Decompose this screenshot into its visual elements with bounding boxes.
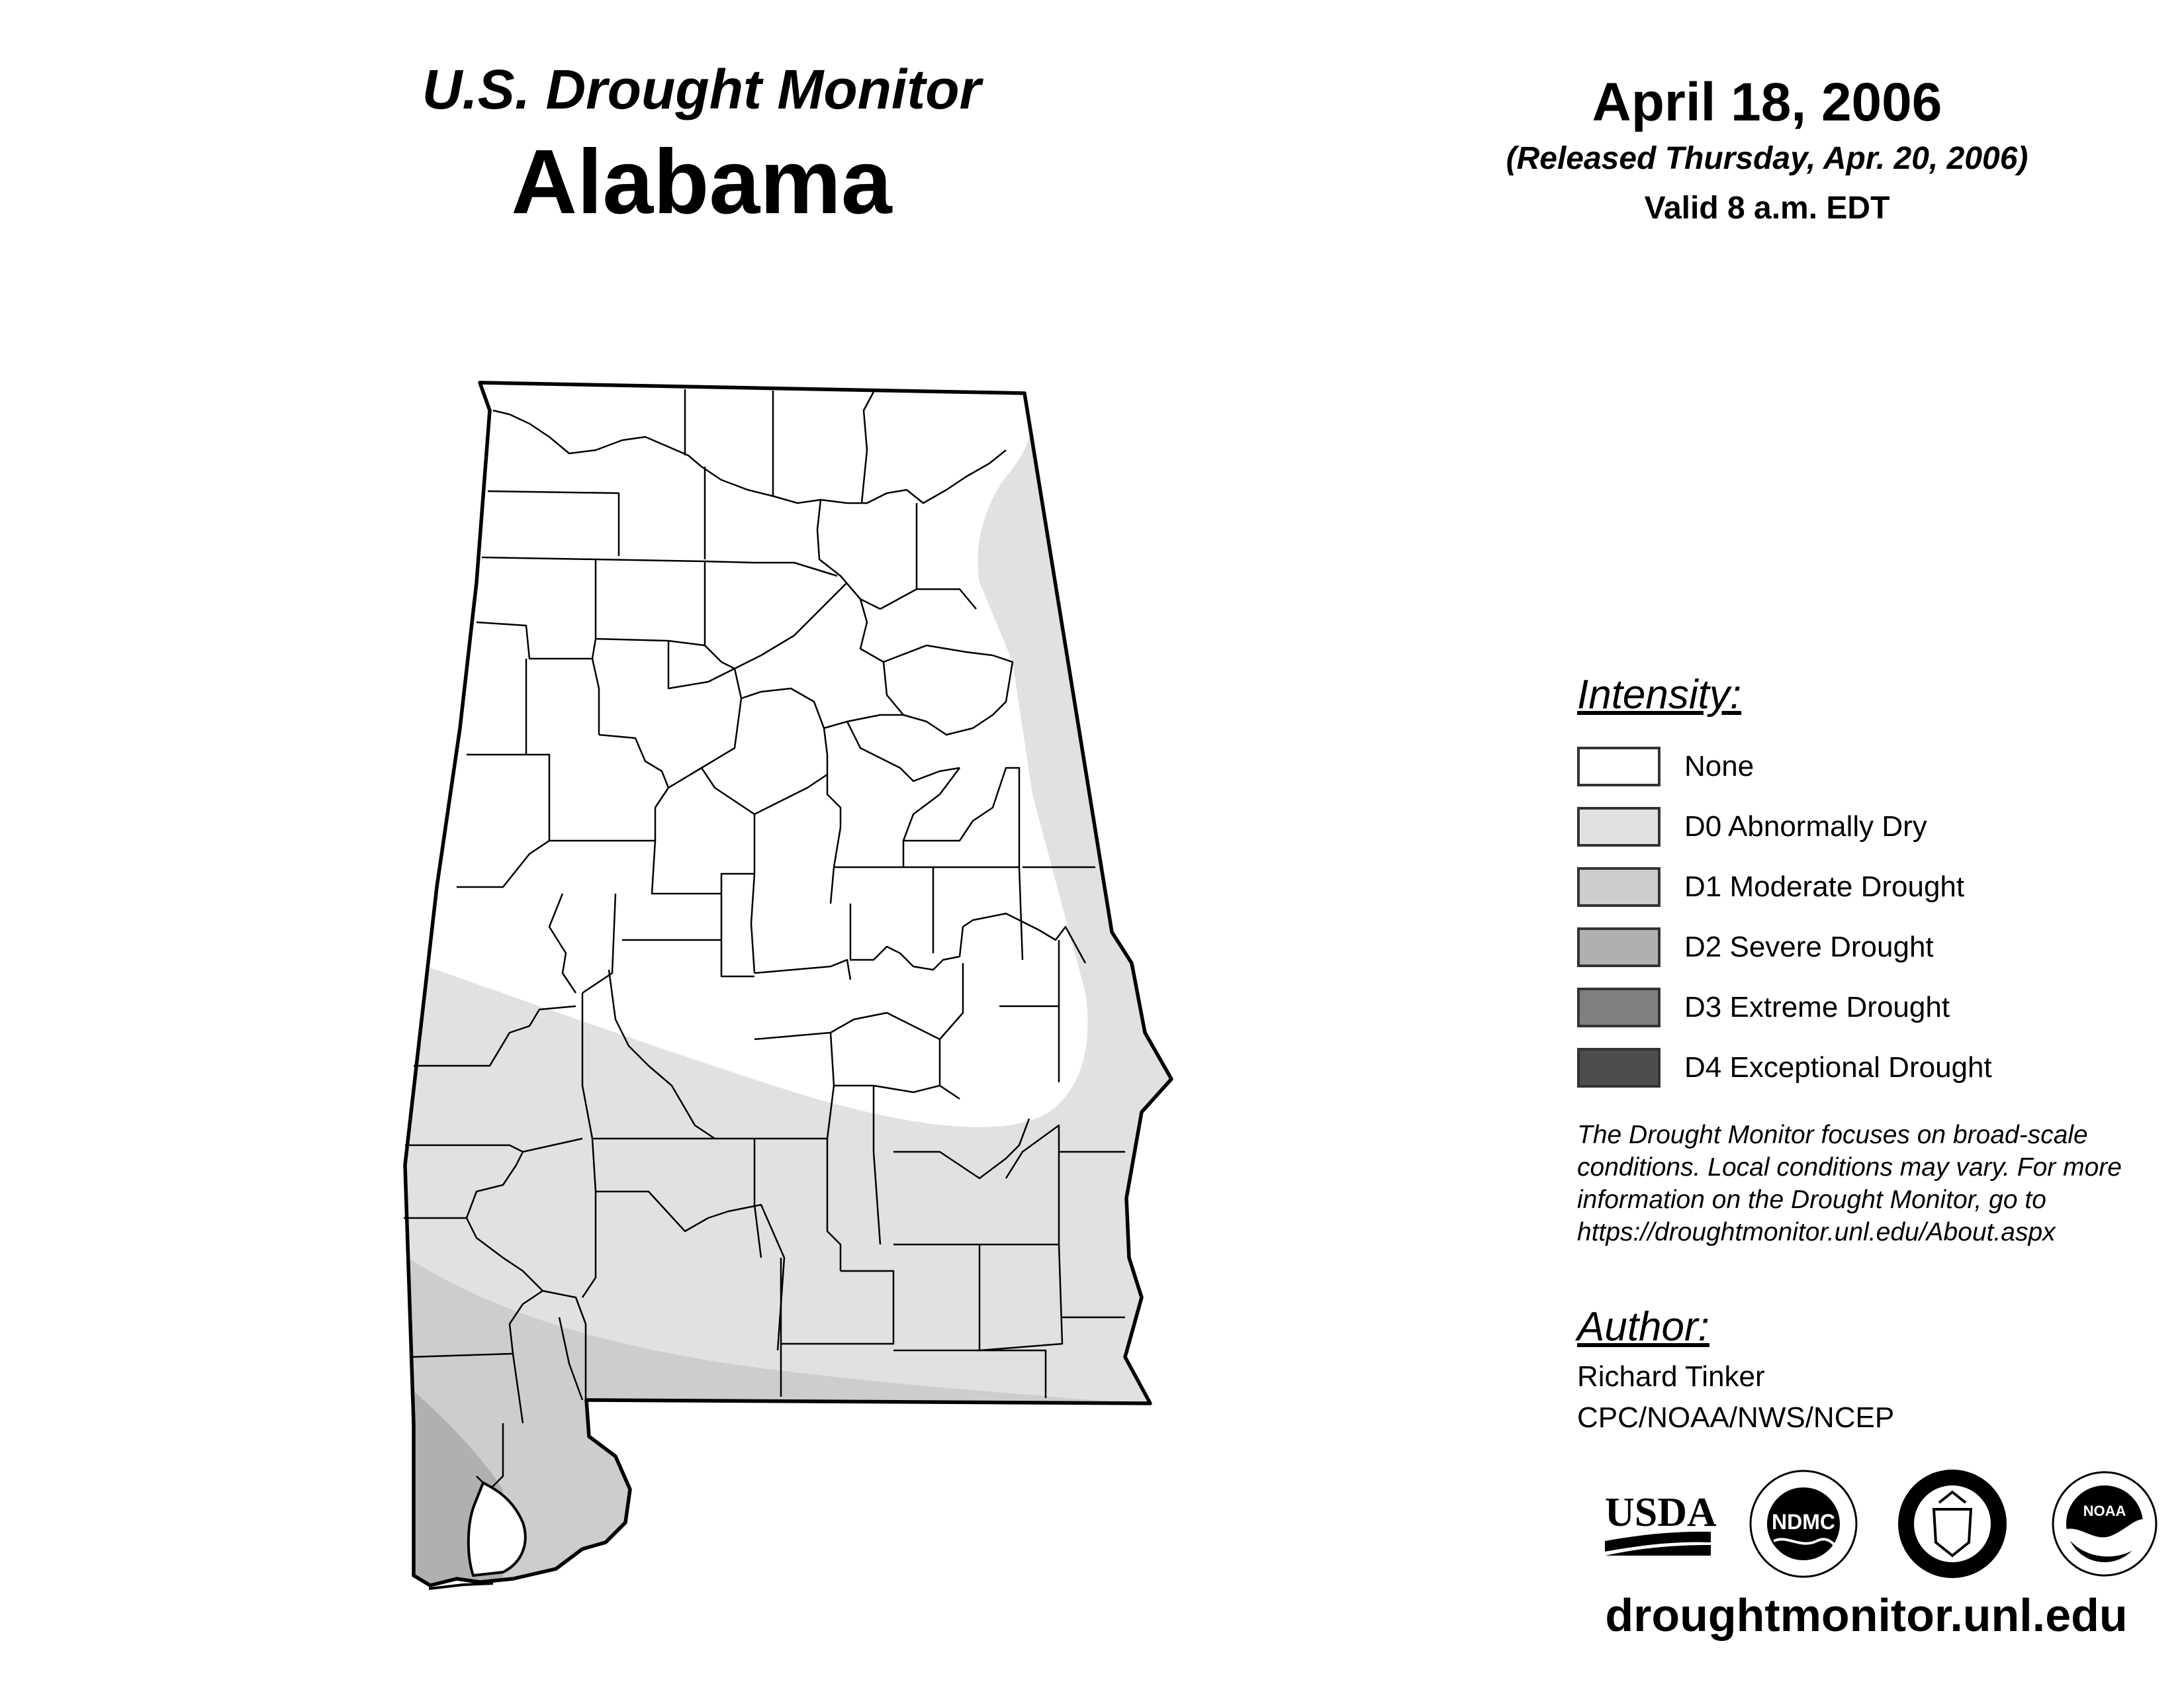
commerce-seal-icon <box>1898 1470 2007 1578</box>
legend-item-d3 <box>1577 977 2160 1037</box>
legend-label: D3 Extreme Drought <box>1684 990 1950 1023</box>
state-title: Alabama <box>511 131 892 233</box>
legend-item-d2 <box>1577 917 2160 977</box>
legend-label: D0 Abnormally Dry <box>1684 810 1927 843</box>
ndmc-logo-text: NDMC <box>1772 1510 1835 1534</box>
title-block <box>371 53 1032 238</box>
legend-item-d1 <box>1577 857 2160 917</box>
legend-label: D2 Severe Drought <box>1684 930 1934 963</box>
legend-item-d0 <box>1577 796 2160 857</box>
legend-label: None <box>1684 749 1754 782</box>
disclaimer-text: The Drought Monitor focuses on broad-scale conditions. Local conditions may vary. For more information on the Drought Monitor, go to https://droughtmonitor.unl.edu/About.aspx <box>1577 1121 2122 1246</box>
legend-label: D4 Exceptional Drought <box>1684 1051 1992 1084</box>
legend-item-none <box>1577 736 2160 796</box>
noaa-logo-text: NOAA <box>2083 1503 2126 1519</box>
author-block <box>1577 1301 2107 1438</box>
noaa-logo <box>2053 1472 2156 1575</box>
usda-logo-text: USDA <box>1605 1490 1717 1535</box>
legend-swatch <box>1577 867 1661 907</box>
legend-swatch <box>1577 747 1661 786</box>
author-title: Author: <box>1577 1304 1709 1350</box>
alabama-drought-map <box>384 357 1205 1615</box>
ndmc-logo <box>1751 1471 1856 1577</box>
website-url[interactable]: droughtmonitor.unl.edu <box>1605 1589 2128 1641</box>
valid-time: Valid 8 a.m. EDT <box>1644 191 1890 226</box>
author-org: CPC/NOAA/NWS/NCEP <box>1577 1401 1895 1434</box>
product-title: U.S. Drought Monitor <box>422 58 981 120</box>
date-block <box>1436 70 2098 235</box>
legend <box>1577 669 2160 1098</box>
legend-title: Intensity: <box>1577 672 1742 718</box>
partner-logos <box>1588 1463 2164 1582</box>
legend-swatch <box>1577 927 1661 967</box>
legend-swatch <box>1577 1048 1661 1088</box>
legend-item-d4 <box>1577 1037 2160 1098</box>
author-name: Richard Tinker <box>1577 1360 1765 1393</box>
legend-label: D1 Moderate Drought <box>1684 870 1965 903</box>
legend-swatch <box>1577 988 1661 1027</box>
legend-swatch <box>1577 807 1661 847</box>
map-date: April 18, 2006 <box>1592 72 1942 132</box>
release-date: (Released Thursday, Apr. 20, 2006) <box>1506 141 2028 176</box>
usda-logo <box>1605 1490 1717 1556</box>
